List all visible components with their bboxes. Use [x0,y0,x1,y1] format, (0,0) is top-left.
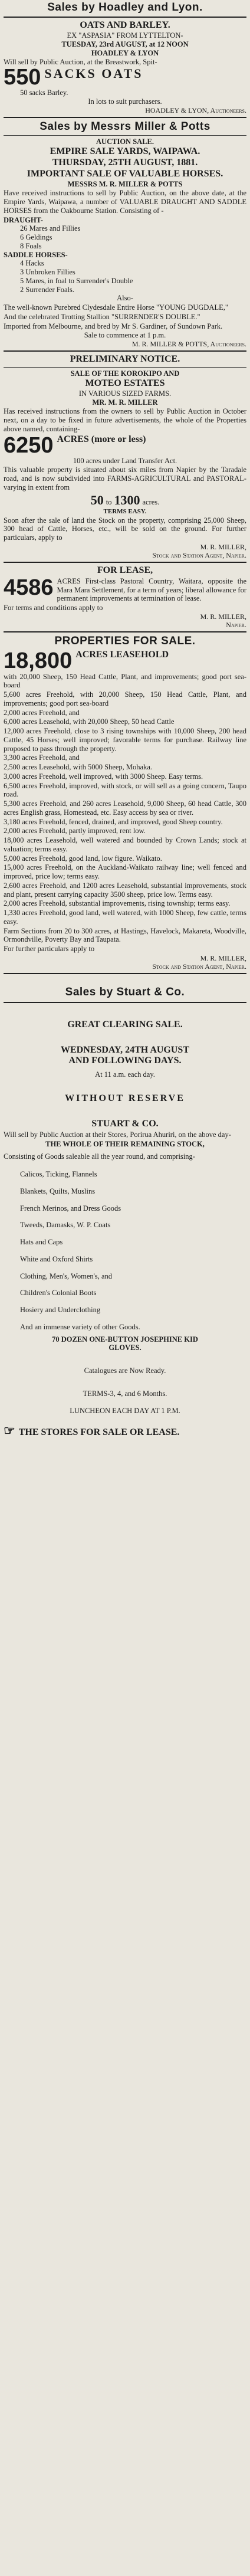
mp-draught-item: 6 Geldings [20,233,52,242]
property-item: 1,330 acres Freehold, good land, well watered, with 1000 Sheep, few cattle, terms easy. [4,909,246,926]
property-item: 2,000 acres Freehold, partly improved, rent low. [4,827,146,835]
property-item: 2,000 acres Freehold, substantial improvements, rising township; terms easy. [4,899,231,908]
stuart-catalogues: Catalogues are Now Ready. [84,1366,166,1375]
goods-item: Hats and Caps [20,1238,63,1247]
stuart-intro: Will sell by Public Auction at their Stores, Porirua Ahuriri, on the above day- [4,1130,231,1139]
preliminary-notice-advert [4,354,246,559]
prelim-title-line: 100 acres under Land Transfer Act. [73,456,177,465]
prelim-range-a: 50 [90,492,104,507]
mp-celebrated: And the celebrated Trotting Stallion "SURRENDER'S DOUBLE." [4,312,200,321]
lease-row [4,576,246,604]
prelim-title1: SALE OF THE KOROKIPO AND [70,369,180,378]
properties-big-num: 18,800 [4,648,73,673]
hoadley-intro: Will sell by Public Auction, at the Breastwork, Spit- [4,57,157,66]
stuart-advert [4,986,246,1438]
lease-num: 4586 [4,575,54,600]
stuart-luncheon: LUNCHEON EACH DAY AT 1 P.M. [70,1406,180,1415]
property-item: 12,000 acres Freehold, close to 3 rising townships with 10,000 Sheep, 200 head Cattle, 45 Horses; well improved; favorable terms for purchase. Railway line proposed to pass through the property. [4,727,246,753]
stuart-firm: STUART & CO. [91,1118,159,1129]
prelim-range-unit: acres. [142,497,160,506]
prelim-range-b: 1300 [114,492,140,507]
property-item: For further particulars apply to [4,945,95,953]
miller-potts-advert [4,120,246,348]
hoadley-firm: HOADLEY & LYON [91,48,159,57]
stuart-stores-row [4,1423,246,1438]
property-item: 2,000 acres Freehold, and [4,708,80,717]
prelim-title3: IN VARIOUS SIZED FARMS. [78,389,172,398]
property-item: 3,000 acres Freehold, well improved, with 3000 Sheep. Easy terms. [4,772,203,781]
miller-potts-header: Sales by Messrs Miller & Potts [40,120,210,133]
lease-header: FOR LEASE, [97,565,153,576]
property-item: 6,000 acres Leasehold, with 20,000 Sheep, 50 head Cattle [4,717,175,726]
stuart-terms: TERMS-3, 4, and 6 Months. [83,1389,167,1398]
prelim-sig1: M. R. MILLER, [200,542,246,551]
properties-big-text: ACRES LEASEHOLD [75,649,169,660]
prelim-range [4,493,246,508]
stuart-header: Sales by Stuart & Co. [65,986,185,999]
lease-sig1: M. R. MILLER, [200,612,246,621]
divider [4,973,246,974]
hoadley-title: OATS AND BARLEY. [80,20,170,31]
stuart-whole: THE WHOLE OF THEIR REMAINING STOCK, [45,1139,205,1148]
stuart-title: GREAT CLEARING SALE. [67,1019,183,1030]
stuart-stores: THE STORES FOR SALE OR LEASE. [18,1427,180,1438]
mp-headline: IMPORTANT SALE OF VALUABLE HORSES. [27,168,223,179]
property-item: 15,000 acres Freehold, on the Auckland-Waikato railway line; well fenced and improved, price low; terms easy. [4,863,246,881]
hoadley-qty-text: SACKS OATS [44,66,143,81]
mp-draught-item: 26 Mares and Fillies [20,224,81,233]
goods-item: White and Oxford Shirts [20,1254,93,1263]
prelim-title2: MOTEO ESTATES [85,378,165,388]
goods-item: French Merinos, and Dress Goods [20,1204,121,1212]
hoadley-header: Sales by Hoadley and Lyon. [47,1,203,14]
prelim-header: PRELIMINARY NOTICE. [70,354,180,365]
mp-para: Have received instructions to sell by Public Auction, on the above date, at the Empire Yards, Waipawa, a number of VALUABLE DRAUGHT AND SADDLE HORSES from the Oakbourne Station. Consisting of - [4,189,246,215]
hoadley-signature: HOADLEY & LYON, Auctioneers. [145,106,246,114]
goods-item: Clothing, Men's, Women's, and [20,1271,113,1280]
divider [4,117,246,118]
stuart-date1: WEDNESDAY, 24TH AUGUST [61,1044,189,1055]
lease-sig2: Napier. [226,621,246,630]
mp-also: Also- [117,294,133,303]
property-item: 5,600 acres Freehold, with 20,000 Sheep, 150 Head Cattle, Plant, and improvements; good port sea-board [4,690,246,707]
hoadley-qty-row [4,66,246,89]
property-item: 5,000 acres Freehold, good land, low figure. Waikato. [4,854,162,863]
mp-saddle-item: 5 Mares, in foal to Surrender's Double [20,276,133,285]
mp-date: THURSDAY, 25TH AUGUST, 1881. [52,157,198,168]
property-item: with 20,000 Sheep, 150 Head Cattle, Plant, and improvements; good port sea-board [4,672,246,690]
prelim-para2: This valuable property is situated about six miles from Napier by the Taradale road, and is now subdivided into FARMS-AGRICULTURAL and PASTORAL-varying in extent from [4,466,246,491]
pointing-hand-icon: ☞ [4,1423,15,1438]
for-lease-advert [4,565,246,629]
properties-sig1: M. R. MILLER, [200,953,246,962]
mp-saddle-item: 2 Surrender Foals. [20,285,74,294]
mp-draught-head: DRAUGHT- [4,215,43,224]
hoadley-qty: 550 [4,65,41,90]
prelim-acres-num: 6250 [4,432,54,458]
divider [4,17,246,18]
prelim-terms: TERMS EASY. [103,507,147,515]
hoadley-lots: In lots to suit purchasers. [88,97,162,106]
prelim-range-to: to [106,497,112,506]
stuart-date2: AND FOLLOWING DAYS. [68,1056,182,1066]
lease-terms: For terms and conditions apply to [4,604,103,612]
stuart-consisting: Consisting of Goods saleable all the year round, and comprising- [4,1152,195,1161]
mp-venue: EMPIRE SALE YARDS, WAIPAWA. [50,146,200,157]
goods-item: Children's Colonial Boots [20,1289,97,1297]
mp-commence: Sale to commence at 1 p.m. [84,331,166,340]
prelim-acres-row [4,434,246,457]
property-item: 3,300 acres Freehold, and [4,753,80,762]
prelim-firm: MR. M. R. MILLER [92,398,158,407]
property-item: 18,000 acres Leasehold, well watered and bounded by Crown Lands; stock at valuation; terms easy. [4,836,246,853]
property-item: 6,500 acres Freehold, improved, with stock, or will sell as a going concern, Taupo road. [4,781,246,799]
divider [4,367,246,368]
properties-advert [4,635,246,971]
mp-firm: MESSRS M. R. MILLER & POTTS [67,179,183,188]
stuart-reserve: WITHOUT RESERVE [65,1093,185,1104]
divider [4,1002,246,1003]
prelim-sig2: Stock and Station Agent, Napier. [152,550,246,559]
properties-big-row [4,650,246,672]
properties-sig2: Stock and Station Agent, Napier. [152,962,246,971]
mp-saddle-item: 3 Unbroken Fillies [20,268,75,277]
divider [4,631,246,632]
goods-item: Calicos, Ticking, Flannels [20,1170,97,1179]
goods-item: Hosiery and Underclothing [20,1306,101,1315]
stuart-gloves1: 70 DOZEN ONE-BUTTON JOSEPHINE KID [52,1335,198,1343]
mp-signature: M. R. MILLER & POTTS, Auctioneers. [131,340,246,349]
mp-well-known: The well-known Purebred Clydesdale Entire Horse "YOUNG DUGDALE," [4,303,228,312]
prelim-para3: Soon after the sale of land the Stock on the property, comprising 25,000 Sheep, 300 head of Cattle, Horses, etc., will be sold on the ground. For further particulars, apply to [4,516,246,542]
goods-item: Blankets, Quilts, Muslins [20,1187,96,1195]
hoadley-barley: 50 sacks Barley. [20,89,68,97]
lease-para: ACRES First-class Pastoral Country, Waitara, opposite the Mara Mara Settlement, for a term of years; liberal allowance for permanent improvements at termination of lease. [57,576,246,603]
prelim-para: Has received instructions from the owners to sell by Public Auction in October next, on a day to be fixed in future advertisements, the whole of the Properties above named, containing- [4,407,246,433]
mp-imported: Imported from Melbourne, and bred by Mr S. Gardiner, of Sundown Park. [4,322,223,330]
stuart-time: At 11 a.m. each day. [95,1070,155,1079]
stuart-gloves2: GLOVES. [108,1343,142,1352]
property-item: 2,500 acres Leasehold, with 5000 Sheep, Mohaka. [4,763,153,772]
goods-item: And an immense variety of other Goods. [20,1322,140,1331]
mp-sub: AUCTION SALE. [96,137,154,146]
property-item: 2,600 acres Freehold, and 1200 acres Leasehold, substantial improvements, stock and plant, present carrying capacity 3500 sheep, price low. Terms easy. [4,881,246,899]
goods-item: Tweeds, Damasks, W. P. Coats [20,1221,111,1230]
divider [4,135,246,136]
property-item: 3,180 acres Freehold, fenced, drained, and improved, good Sheep country. [4,817,223,826]
hoadley-date: TUESDAY, 23rd AUGUST, at 12 NOON [61,40,189,49]
divider [4,350,246,352]
newspaper-page [0,1,250,2576]
divider [4,562,246,563]
property-item: 5,300 acres Freehold, and 260 acres Leasehold, 9,000 Sheep, 60 head Cattle, 300 acres English grass, Homestead, etc. Easy access by sea or river. [4,799,246,817]
mp-saddle-item: 4 Hacks [20,259,44,268]
property-item: Farm Sections from 20 to 300 acres, at Hastings, Havelock, Makareta, Woodville, Ormondville, Poverty Bay and Taupata. [4,926,246,944]
prelim-acres-text: ACRES (more or less) [57,434,146,444]
hoadley-lyon-advert [4,1,246,114]
mp-draught-item: 8 Foals [20,241,42,250]
mp-saddle-head: SADDLE HORSES- [4,250,68,259]
properties-header: PROPERTIES FOR SALE. [54,635,196,648]
hoadley-ship: EX "ASPASIA" FROM LYTTELTON- [67,31,183,40]
